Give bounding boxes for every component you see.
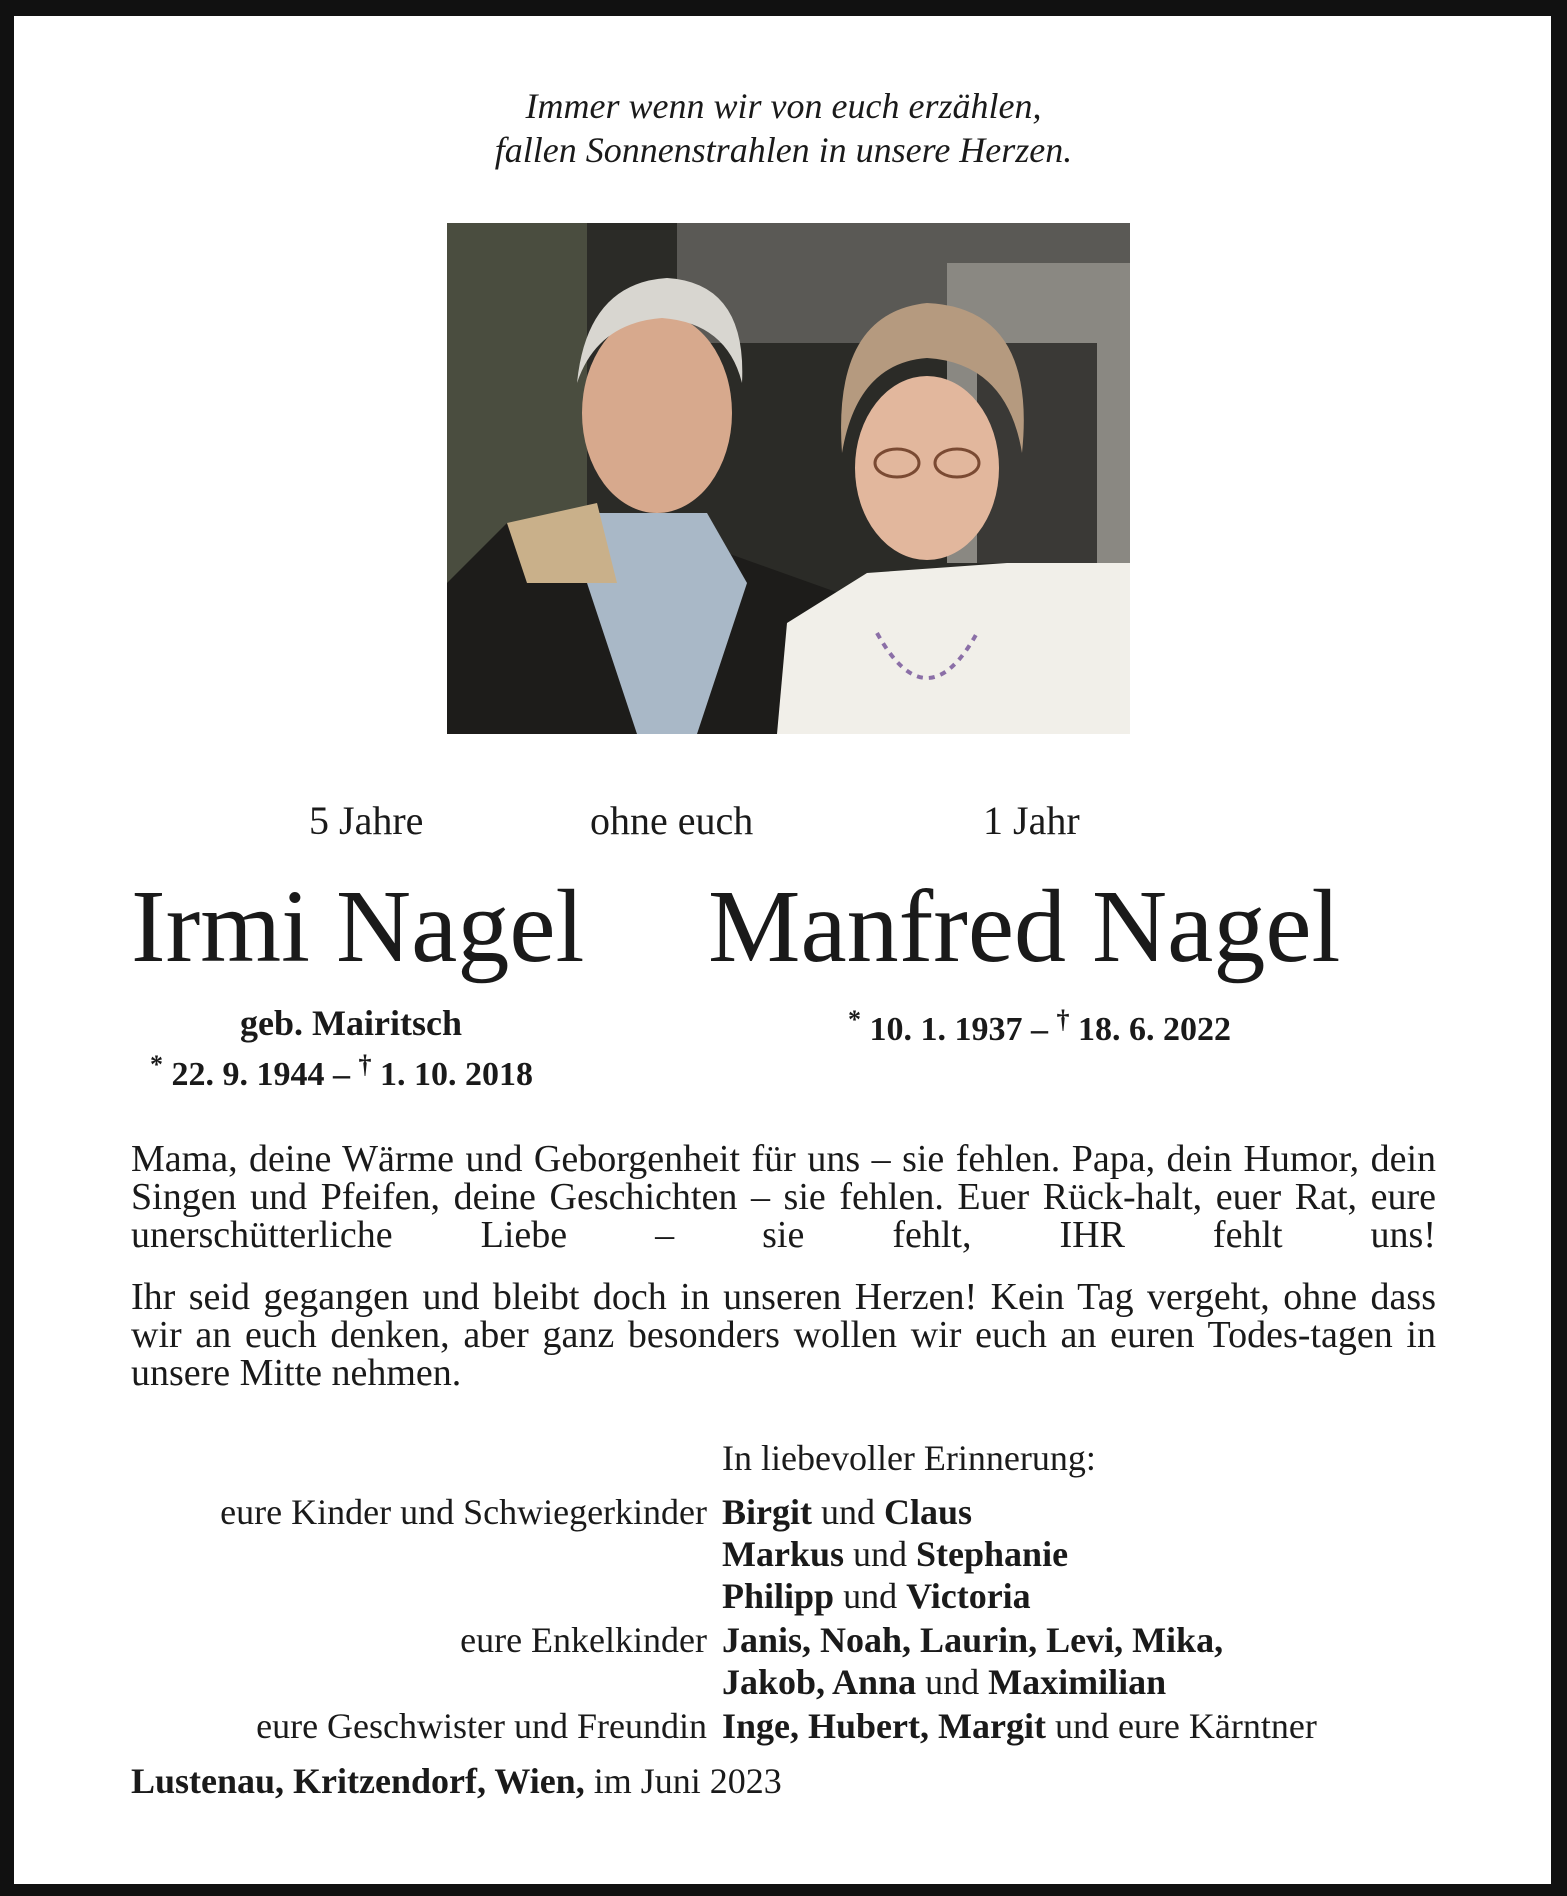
child-partner-name: Stephanie xyxy=(916,1534,1069,1574)
siblings-rest: und eure Kärntner xyxy=(1054,1706,1317,1746)
manfred-years-label: 1 Jahr xyxy=(983,798,1080,843)
footer-places: Lustenau, Kritzendorf, Wien, xyxy=(131,1761,585,1801)
child-partner-name: Victoria xyxy=(906,1576,1031,1616)
birth-symbol: * xyxy=(150,1050,163,1079)
sibling-names: Inge, Hubert, Margit xyxy=(722,1706,1046,1746)
siblings-label: eure Geschwister und Freundin xyxy=(256,1706,707,1746)
grandchild-names: Jakob, Anna xyxy=(722,1662,917,1702)
irmi-name: Irmi Nagel xyxy=(131,869,585,984)
manfred-dates xyxy=(848,1005,1231,1049)
footer-line xyxy=(131,1760,782,1802)
child-name: Markus xyxy=(722,1534,845,1574)
und-word: und xyxy=(843,1576,898,1616)
death-symbol: † xyxy=(1056,1005,1070,1034)
siblings-line xyxy=(722,1705,1317,1747)
irmi-years-label: 5 Jahre xyxy=(309,798,424,843)
date-dash: – xyxy=(1031,1011,1048,1048)
und-word: und xyxy=(925,1662,980,1702)
grandchildren-line-1: Janis, Noah, Laurin, Levi, Mika, xyxy=(722,1620,1224,1660)
family-intro: In liebevoller Erinnerung: xyxy=(722,1438,1096,1478)
children-label: eure Kinder und Schwiegerkinder xyxy=(220,1492,707,1532)
irmi-maiden-name: geb. Mairitsch xyxy=(240,1003,462,1043)
children-line-3 xyxy=(722,1575,1031,1617)
irmi-death: 1. 10. 2018 xyxy=(380,1056,533,1093)
manfred-name: Manfred Nagel xyxy=(708,869,1341,984)
motto-line-1: Immer wenn wir von euch erzählen, xyxy=(525,86,1042,126)
grandchild-name: Maximilian xyxy=(988,1662,1167,1702)
death-symbol: † xyxy=(358,1050,372,1079)
child-partner-name: Claus xyxy=(883,1492,973,1532)
manfred-birth: 10. 1. 1937 xyxy=(869,1011,1023,1048)
text-paragraph-2: Ihr seid gegangen und bleibt doch in unseren Herzen! Kein Tag vergeht, ohne dass wir an euch denken, aber ganz besonders wollen wir euch an euren Todes-tagen in unsere Mitte nehmen. xyxy=(131,1276,1436,1394)
child-name: Philipp xyxy=(722,1576,835,1616)
children-line-1 xyxy=(722,1491,972,1533)
couple-portrait-photo xyxy=(447,223,1130,734)
birth-symbol: * xyxy=(848,1005,861,1034)
grandchildren-line-2 xyxy=(722,1661,1166,1703)
irmi-birth: 22. 9. 1944 xyxy=(171,1056,325,1093)
irmi-dates xyxy=(150,1050,533,1094)
motto-line-2: fallen Sonnenstrahlen in unsere Herzen. xyxy=(494,130,1073,170)
footer-date: im Juni 2023 xyxy=(593,1761,782,1801)
text-paragraph-1: Mama, deine Wärme und Geborgenheit für uns – sie fehlen. Papa, dein Humor, dein Singen und Pfeifen, deine Geschichten – sie fehlen. Euer Rück-halt, euer Rat, eure unerschütterliche Liebe – sie fehlt, IHR fehlt uns! xyxy=(131,1138,1436,1256)
und-word: und xyxy=(853,1534,908,1574)
manfred-death: 18. 6. 2022 xyxy=(1078,1011,1231,1048)
date-dash: – xyxy=(333,1056,350,1093)
child-name: Birgit xyxy=(722,1492,812,1532)
und-word: und xyxy=(820,1492,875,1532)
children-line-2 xyxy=(722,1533,1068,1575)
ohne-euch-label: ohne euch xyxy=(590,798,754,843)
grandchildren-label: eure Enkelkinder xyxy=(460,1620,707,1660)
